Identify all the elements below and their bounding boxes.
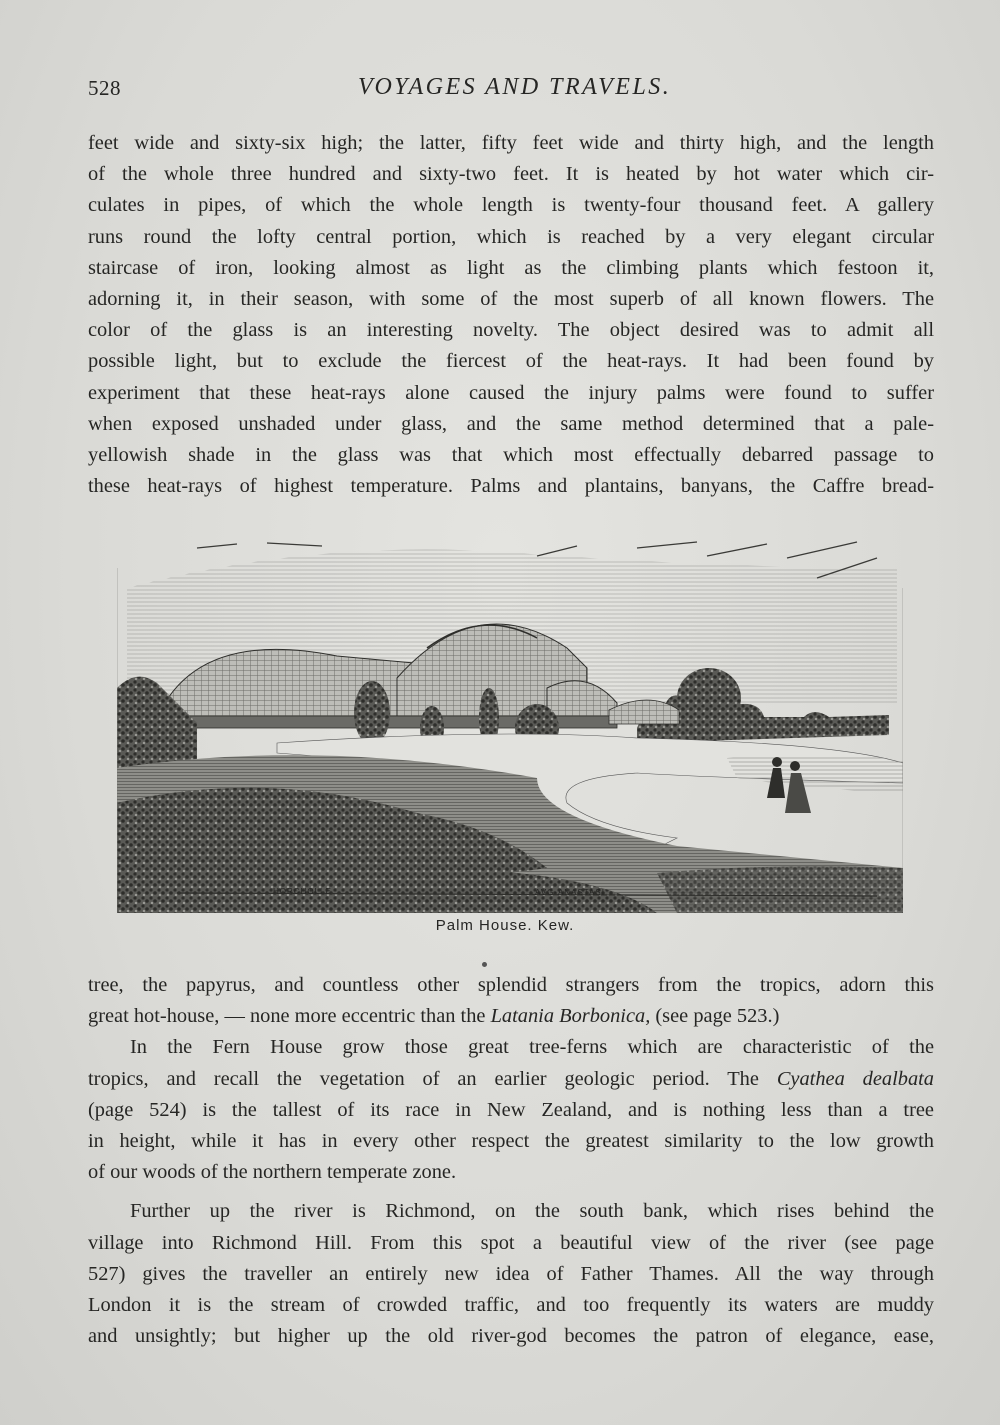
text-line: of the whole three hundred and sixty-two feet. It is heated by hot water which cir- bbox=[88, 163, 934, 186]
text-line: (page 524) is the tallest of its race in New Zealand, and is nothing less than a tree bbox=[88, 1098, 934, 1121]
engraver-signature-left: HORCHOLLE bbox=[273, 887, 332, 896]
text-line: tree, the papyrus, and countless other splendid strangers from the tropics, adorn this bbox=[88, 974, 934, 996]
text-line: color of the glass is an interesting novelty. The object desired was to admit all bbox=[88, 319, 934, 342]
paragraph-2 bbox=[88, 1032, 934, 1188]
text-line: these heat-rays of highest temperature. Palms and plantains, banyans, the Caffre bread- bbox=[88, 475, 934, 498]
text-line bbox=[88, 1001, 934, 1032]
engraving-illustration bbox=[117, 528, 903, 913]
engraver-signature-right: AVG·ANASTASI bbox=[535, 888, 605, 897]
text-line: and unsightly; but higher up the old river-god becomes the patron of elegance, ease, bbox=[88, 1325, 934, 1348]
italic-species-name: Latania Borbonica, bbox=[490, 1005, 651, 1028]
text-line: village into Richmond Hill. From this spot a beautiful view of the river (see page bbox=[88, 1231, 934, 1254]
running-head bbox=[88, 74, 938, 110]
text-run: (see page 523.) bbox=[650, 1005, 780, 1028]
text-line: staircase of iron, looking almost as light as the climbing plants which festoon it, bbox=[88, 256, 934, 279]
text-run: great hot-house, — none more eccentric than the bbox=[88, 1005, 491, 1028]
paragraph-3 bbox=[88, 1196, 934, 1352]
text-line: experiment that these heat-rays alone caused the injury palms were found to suffer bbox=[88, 381, 934, 404]
text-line: runs round the lofty central portion, which is reached by a very elegant circular bbox=[88, 225, 934, 248]
page-number: 528 bbox=[88, 76, 121, 100]
text-line: In the Fern House grow those great tree-ferns which are characteristic of the bbox=[130, 1036, 934, 1059]
paragraph-1 bbox=[88, 970, 934, 1032]
body-text-top bbox=[88, 128, 934, 502]
text-line: adorning it, in their season, with some of the most superb of all known flowers. The bbox=[88, 287, 934, 310]
running-title: VOYAGES AND TRAVELS. bbox=[358, 74, 672, 100]
text-line: possible light, but to exclude the fiercest of the heat-rays. It had been found by bbox=[88, 350, 934, 373]
print-mark bbox=[482, 962, 487, 967]
figure-caption: Palm House. Kew. bbox=[435, 917, 575, 934]
text-line: culates in pipes, of which the whole length is twenty-four thousand feet. A gallery bbox=[88, 194, 934, 217]
text-line: 527) gives the traveller an entirely new idea of Father Thames. All the way through bbox=[88, 1262, 934, 1285]
text-line: London it is the stream of crowded traffic, and too frequently its waters are muddy bbox=[88, 1293, 934, 1316]
text-line: in height, while it has in every other respect the greatest similarity to the low growth bbox=[88, 1129, 934, 1152]
engraving-palm-house bbox=[117, 528, 903, 913]
text-line: yellowish shade in the glass was that which most effectually debarred passage to bbox=[88, 443, 934, 466]
text-line: of our woods of the northern temperate zone. bbox=[88, 1161, 457, 1184]
text-line: Further up the river is Richmond, on the south bank, which rises behind the bbox=[130, 1200, 934, 1223]
text-run: tropics, and recall the vegetation of an earlier geologic period. The bbox=[88, 1067, 777, 1090]
body-text-bottom bbox=[88, 970, 934, 1352]
text-line: feet wide and sixty-six high; the latter, fifty feet wide and thirty high, and the length bbox=[88, 132, 934, 154]
text-line: when exposed unshaded under glass, and the same method determined that a pale- bbox=[88, 412, 934, 435]
italic-species-name: Cyathea dealbata bbox=[776, 1067, 934, 1090]
text-line bbox=[88, 1064, 934, 1095]
